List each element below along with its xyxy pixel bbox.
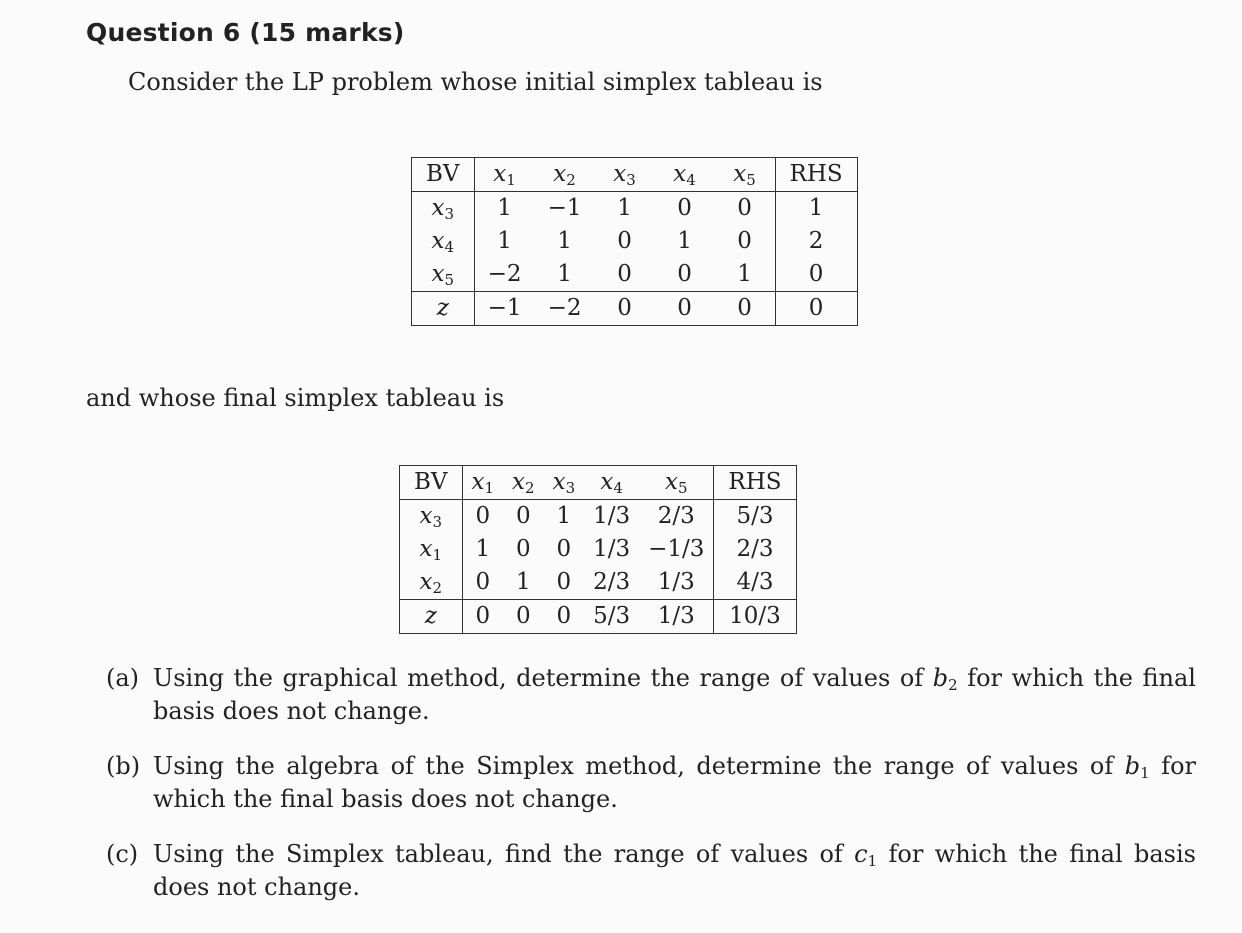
tableau-header-cell: $x_1$ — [474, 158, 535, 192]
tableau-cell: 1 — [557, 228, 572, 254]
tableau-cell: 1 — [556, 503, 572, 529]
tableau-cell: 0 — [595, 292, 655, 326]
tableau-cell: 5/3 — [714, 500, 796, 534]
tableau-cell: 0 — [617, 261, 632, 287]
tableau-cell: 0 — [515, 503, 531, 529]
tableau-cell: 0 — [544, 600, 585, 634]
basic-variable-cell: $x_5$ — [412, 258, 475, 292]
tableau-header-cell: $x_3$ — [595, 158, 655, 192]
basic-variable-cell: $x_4$ — [412, 225, 475, 258]
tableau-cell: 1 — [475, 536, 491, 562]
tableau-cell: 1 — [617, 195, 632, 221]
tableau-cell: −1/3 — [648, 536, 705, 562]
tableau-cell: 0 — [503, 600, 544, 634]
tableau-header-cell: $x_2$ — [503, 466, 544, 500]
tableau-header-row — [400, 466, 797, 500]
tableau-cell: 2 — [775, 225, 857, 258]
tableau-header-cell: $x_2$ — [535, 158, 595, 192]
tableau-cell: −1 — [547, 195, 582, 221]
tableau-cell: 1/3 — [593, 503, 631, 529]
question-heading: Question 6 (15 marks) — [86, 18, 405, 47]
basic-variable-cell: $x_3$ — [412, 192, 475, 226]
tableau-cell: 0 — [677, 195, 692, 221]
tableau-cell: 1 — [737, 261, 752, 287]
tableau-cell: 1 — [497, 228, 512, 254]
question-part-b: (b) Using the algebra of the Simplex method, determine the range of values of $b_1$ for which the final basis does not change. — [106, 752, 1197, 813]
tableau-cell: 1 — [497, 195, 512, 221]
question-part-c: (c) Using the Simplex tableau, find the range of values of $c_1$ for which the final basis does not change. — [106, 840, 1196, 901]
tableau-header-cell: RHS — [775, 158, 857, 192]
tableau-header-cell: BV — [400, 466, 463, 500]
tableau-cell: 1 — [515, 569, 531, 595]
tableau-cell: −2 — [535, 292, 595, 326]
final-tableau-intro-text: and whose final simplex tableau is — [86, 384, 505, 412]
tableau-row — [412, 192, 858, 226]
tableau-cell: 0 — [737, 228, 752, 254]
tableau-objective-row — [400, 600, 797, 634]
tableau-cell: 0 — [677, 261, 692, 287]
tableau-cell: 0 — [775, 292, 857, 326]
tableau-cell: 0 — [556, 569, 572, 595]
tableau-row — [412, 258, 858, 292]
tableau-cell: 0 — [462, 600, 503, 634]
parameter-symbol: $c_1$ — [854, 840, 878, 870]
parameter-symbol: $b_1$ — [1124, 752, 1150, 782]
tableau-cell: −2 — [487, 261, 522, 287]
tableau-cell: 1 — [557, 261, 572, 287]
basic-variable-cell: $x_1$ — [400, 533, 463, 566]
tableau-header-cell: BV — [412, 158, 475, 192]
tableau-cell: 5/3 — [584, 600, 639, 634]
basic-variable-cell: z — [412, 292, 475, 326]
tableau-header-row — [412, 158, 858, 192]
basic-variable-cell: $x_2$ — [400, 566, 463, 600]
tableau-header-cell: $x_1$ — [462, 466, 503, 500]
initial-simplex-tableau — [411, 157, 858, 326]
tableau-cell: 2/3 — [593, 569, 631, 595]
tableau-cell: −1 — [474, 292, 535, 326]
part-label: (a) — [106, 664, 140, 692]
tableau-cell: 10/3 — [714, 600, 796, 634]
tableau-cell: 0 — [556, 536, 572, 562]
tableau-cell: 1/3 — [657, 569, 695, 595]
tableau-row — [412, 225, 858, 258]
tableau-header-cell: $x_4$ — [584, 466, 639, 500]
tableau-row — [400, 566, 797, 600]
basic-variable-cell: z — [400, 600, 463, 634]
tableau-objective-row — [412, 292, 858, 326]
tableau-row — [400, 500, 797, 534]
tableau-row — [400, 533, 797, 566]
tableau-cell: 0 — [475, 503, 491, 529]
tableau-cell: 1 — [775, 192, 857, 226]
tableau-cell: 1/3 — [593, 536, 631, 562]
tableau-cell: 0 — [475, 569, 491, 595]
tableau-cell: 4/3 — [714, 566, 796, 600]
tableau-header-cell: $x_3$ — [544, 466, 585, 500]
tableau-cell: 1/3 — [639, 600, 714, 634]
question-part-a: (a) Using the graphical method, determine the range of values of $b_2$ for which the final basis does not change. — [106, 664, 1196, 725]
tableau-header-cell: RHS — [714, 466, 796, 500]
tableau-cell: 2/3 — [714, 533, 796, 566]
intro-text: Consider the LP problem whose initial simplex tableau is — [128, 68, 823, 96]
tableau-cell: 0 — [655, 292, 715, 326]
tableau-header-cell: $x_5$ — [715, 158, 776, 192]
tableau-cell: 0 — [515, 536, 531, 562]
final-simplex-tableau — [399, 465, 797, 634]
part-label: (b) — [106, 752, 141, 780]
tableau-cell: 1 — [677, 228, 692, 254]
tableau-cell: 0 — [617, 228, 632, 254]
tableau-cell: 0 — [715, 292, 776, 326]
tableau-cell: 0 — [737, 195, 752, 221]
part-label: (c) — [106, 840, 139, 868]
tableau-cell: 0 — [775, 258, 857, 292]
tableau-header-cell: $x_4$ — [655, 158, 715, 192]
question-parts — [106, 662, 1196, 926]
tableau-cell: 2/3 — [657, 503, 695, 529]
tableau-header-cell: $x_5$ — [639, 466, 714, 500]
parameter-symbol: $b_2$ — [932, 664, 958, 694]
basic-variable-cell: $x_3$ — [400, 500, 463, 534]
